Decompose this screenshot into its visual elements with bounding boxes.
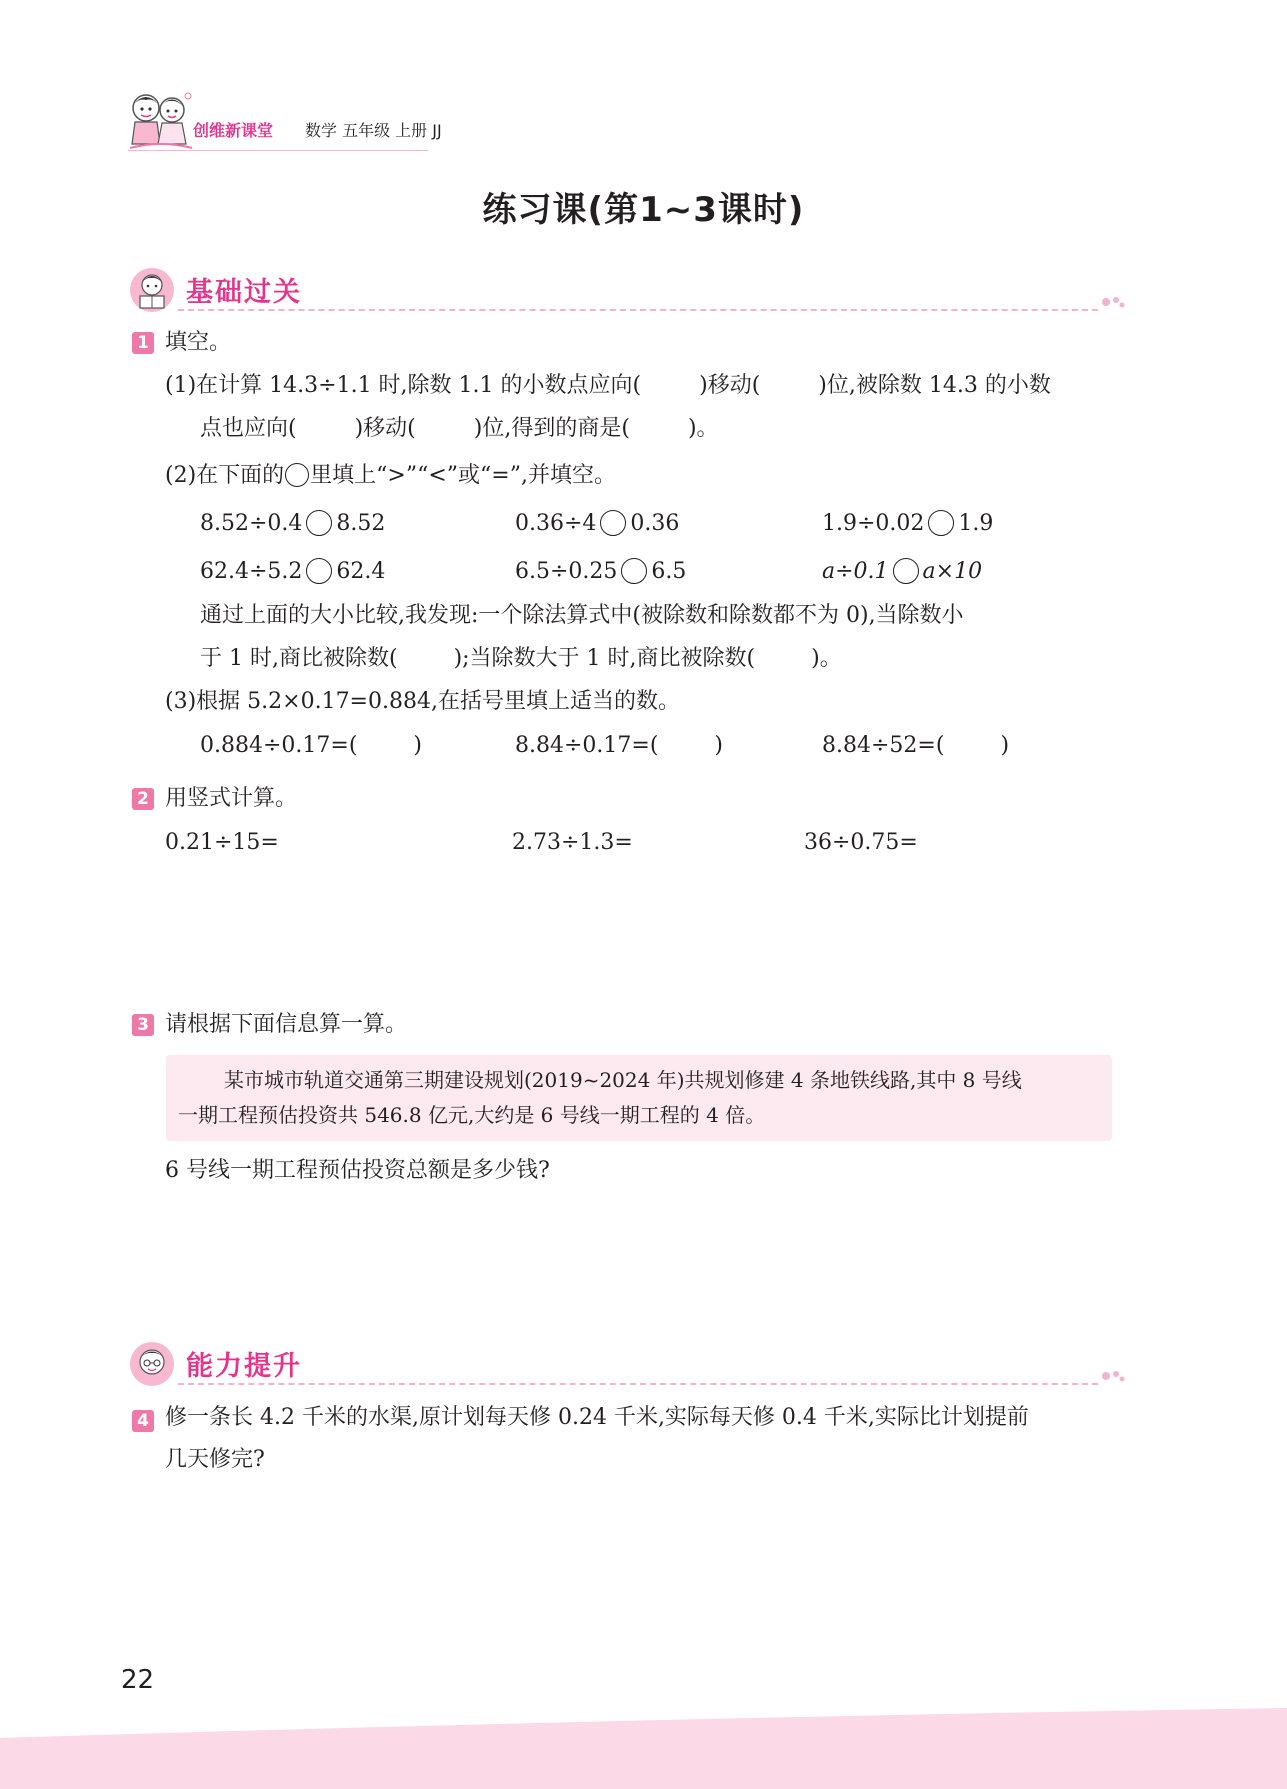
- compare-left: 6.5÷0.25: [515, 559, 618, 584]
- question-number-2: 2: [132, 788, 154, 810]
- page-title: 练习课(第1~3课时): [482, 190, 805, 230]
- compare-left: 1.9÷0.02: [822, 511, 925, 536]
- page-number: 22: [121, 1665, 155, 1695]
- q1p1-text-a: (1)在计算 14.3÷1.1 时,除数 1.1 的小数点应向(: [165, 373, 642, 398]
- compare-item: [515, 509, 679, 539]
- question-number-4: 4: [132, 1410, 154, 1432]
- q1p1-text-d: 点也应向(: [200, 416, 297, 441]
- q1p1-text-g: )。: [687, 416, 719, 441]
- info-box: [166, 1055, 1112, 1141]
- decorative-dots-icon: [1100, 1369, 1128, 1383]
- compare-circle[interactable]: [928, 510, 954, 536]
- compare-right: 8.52: [336, 511, 386, 536]
- question-3-ask: 6 号线一期工程预估投资总额是多少钱?: [165, 1158, 550, 1183]
- q1p1-text-f: )位,得到的商是(: [473, 416, 630, 441]
- close-paren: ): [714, 733, 724, 758]
- q1-part2-conclusion-line2: [200, 644, 842, 674]
- question-3-stem: 请根据下面信息算一算。: [165, 1012, 408, 1037]
- compare-circle[interactable]: [621, 558, 647, 584]
- girl-reading-icon: [128, 266, 176, 314]
- compare-item: [200, 557, 385, 587]
- q1p2-stem-b: 里填上“>”“<”或“=”,并填空。: [310, 463, 616, 488]
- q1p1-text-b: )移动(: [699, 373, 761, 398]
- q1-part1-line2: [200, 414, 719, 444]
- q1-part2-stem: [165, 461, 616, 491]
- section-divider: [178, 1383, 1098, 1385]
- q1p3-item: [822, 731, 1009, 761]
- q1p1-text-c: )位,被除数 14.3 的小数: [818, 373, 1051, 398]
- compare-right: 1.9: [958, 511, 994, 536]
- q1-part3-stem: (3)根据 5.2×0.17=0.884,在括号里填上适当的数。: [165, 689, 680, 714]
- q1p1-text-e: )移动(: [354, 416, 416, 441]
- q1-part1-line1: [165, 371, 1051, 401]
- compare-right: 0.36: [630, 511, 680, 536]
- cartoon-kids-logo: [126, 88, 196, 154]
- section-title-advanced: 能力提升: [186, 1351, 302, 1382]
- compare-circle[interactable]: [306, 558, 332, 584]
- question-4-line2: 几天修完?: [165, 1447, 265, 1472]
- q1p3-expr: 8.84÷52=(: [822, 733, 945, 758]
- calc-item: 36÷0.75=: [804, 830, 918, 855]
- info-line-2: 一期工程预估投资共 546.8 亿元,大约是 6 号线一期工程的 4 倍。: [178, 1103, 766, 1127]
- work-area[interactable]: [165, 1195, 1115, 1305]
- q1p2-conc-a: 于 1 时,商比被除数(: [200, 646, 398, 671]
- q1p3-expr: 8.84÷0.17=(: [515, 733, 659, 758]
- q1p3-item: [200, 731, 422, 761]
- compare-item: [200, 509, 385, 539]
- section-title-basic: 基础过关: [186, 277, 302, 308]
- q1-part2-conclusion-line1: 通过上面的大小比较,我发现:一个除法算式中(被除数和除数都不为 0),当除数小: [200, 603, 964, 628]
- question-number-1: 1: [132, 332, 154, 354]
- question-number-3: 3: [132, 1014, 154, 1036]
- compare-right: 6.5: [651, 559, 687, 584]
- compare-circle[interactable]: [600, 510, 626, 536]
- calc-item: 2.73÷1.3=: [512, 830, 633, 855]
- question-2-stem: 用竖式计算。: [165, 786, 298, 811]
- q1p3-item: [515, 731, 723, 761]
- circle-symbol: [285, 463, 309, 487]
- compare-item: [515, 557, 686, 587]
- question-4-line1: 修一条长 4.2 千米的水渠,原计划每天修 0.24 千米,实际每天修 0.4 千米,实际比计划提前: [165, 1405, 1029, 1430]
- close-paren: ): [413, 733, 423, 758]
- book-info: 数学 五年级 上册 JJ: [305, 121, 442, 140]
- compare-left: 62.4÷5.2: [200, 559, 303, 584]
- info-line-1: 某市城市轨道交通第三期建设规划(2019~2024 年)共规划修建 4 条地铁线路,其中 8 号线: [224, 1068, 1022, 1092]
- boy-thinking-icon: [128, 1340, 176, 1388]
- close-paren: ): [1000, 733, 1010, 758]
- section-divider: [178, 309, 1098, 311]
- q1p2-conc-b: );当除数大于 1 时,商比被除数(: [453, 646, 756, 671]
- q1p3-expr: 0.884÷0.17=(: [200, 733, 358, 758]
- brand-name: 创维新课堂: [193, 121, 274, 140]
- compare-right: a×10: [922, 559, 983, 584]
- compare-left: 8.52÷0.4: [200, 511, 303, 536]
- question-1-stem: 填空。: [165, 330, 232, 355]
- q1p2-stem-a: (2)在下面的: [165, 463, 285, 488]
- calc-item: 0.21÷15=: [165, 830, 279, 855]
- q1p2-conc-c: )。: [811, 646, 842, 671]
- work-area[interactable]: [165, 870, 1115, 1000]
- compare-circle[interactable]: [306, 510, 332, 536]
- compare-right: 62.4: [336, 559, 386, 584]
- compare-left: 0.36÷4: [515, 511, 597, 536]
- compare-item: [822, 509, 993, 539]
- compare-item: [822, 557, 982, 587]
- footer-band: [0, 1708, 1287, 1789]
- decorative-dots-icon: [1100, 295, 1128, 309]
- compare-circle[interactable]: [893, 558, 919, 584]
- work-area[interactable]: [165, 1490, 1115, 1640]
- compare-left: a÷0.1: [822, 559, 889, 584]
- header-divider: [128, 150, 428, 151]
